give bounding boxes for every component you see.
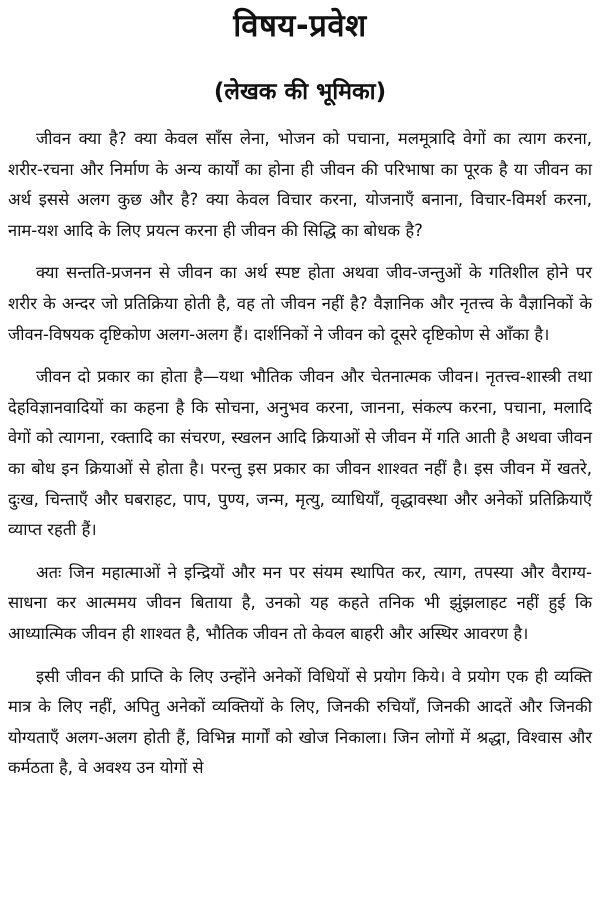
chapter-title: विषय-प्रवेश bbox=[233, 8, 367, 44]
paragraph-2: क्या सन्तति-प्रजनन से जीवन का अर्थ स्पष्ट होता अथवा जीव-जन्तुओं के गतिशील होने पर शरीर के अन्दर जो प्रतिक्रिया होती है, वह तो जीवन नहीं है? वैज्ञानिक और नृतत्त्व के वैज्ञानिकों के जीवन-विषयक दृष्टिकोण अलग-अलग हैं। दार्शनिकों ने जीवन को दूसरे दृष्टिकोण से आँका है। bbox=[8, 263, 592, 344]
body-text bbox=[8, 124, 592, 796]
chapter-subtitle: (लेखक की भूमिका) bbox=[213, 79, 387, 105]
paragraph-4: अतः जिन महात्माओं ने इन्द्रियों और मन पर संयम स्थापित कर, त्याग, तपस्या और वैराग्य-साधना कर आत्ममय जीवन बिताया है, उनको यह कहते तनिक भी झुंझलाहट नहीं हुई कि आध्यात्मिक जीवन ही शाश्वत है, भौतिक जीवन तो केवल बाहरी और अस्थिर आवरण है। bbox=[8, 562, 592, 643]
paragraph-5: इसी जीवन की प्राप्ति के लिए उन्होंने अनेकों विधियों से प्रयोग किये। वे प्रयोग एक ही व्यक्ति मात्र के लिए नहीं, अपितु अनेकों व्यक्तियों के लिए, जिनकी रुचियाँ, जिनकी आदतें और जिनकी योग्यताएँ अलग-अलग होती हैं, विभिन्न मार्गों को खोज निकाला। जिन लोगों में श्रद्धा, विश्वास और कर्मठता है, वे अवश्य उन योगों से bbox=[8, 666, 592, 778]
paragraph-1: जीवन क्या है? क्या केवल साँस लेना, भोजन को पचाना, मलमूत्रादि वेगों का त्याग करना, शरीर-रचना और निर्माण के अन्य कार्यों का होना ही जीवन की परिभाषा का पूरक है या जीवन का अर्थ इससे अलग कुछ और है? क्या केवल विचार करना, योजनाएँ बनाना, विचार-विमर्श करना, नाम-यश आदि के लिए प्रयत्न करना ही जीवन की सिद्धि का बोधक है? bbox=[8, 129, 592, 240]
paragraph-3: जीवन दो प्रकार का होता है—यथा भौतिक जीवन और चेतनात्मक जीवन। नृतत्त्व-शास्त्री तथा देहविज्ञानवादियों का कहना है कि सोचना, अनुभव करना, जानना, संकल्प करना, पचाना, मलादि वेगों को त्यागना, रक्तादि का संचरण, स्खलन आदि क्रियाओं से जीवन में गति आती है अथवा जीवन का बोध इन क्रियाओं से होता है। परन्तु इस प्रकार का जीवन शाश्वत नहीं है। इस जीवन में खतरे, दुःख, चिन्ताएँ और घबराहट, पाप, पुण्य, जन्म, मृत्यु, व्याधियाँ, वृद्धावस्था और अनेकों प्रतिक्रियाएँ व्याप्त रहती हैं। bbox=[8, 367, 592, 540]
